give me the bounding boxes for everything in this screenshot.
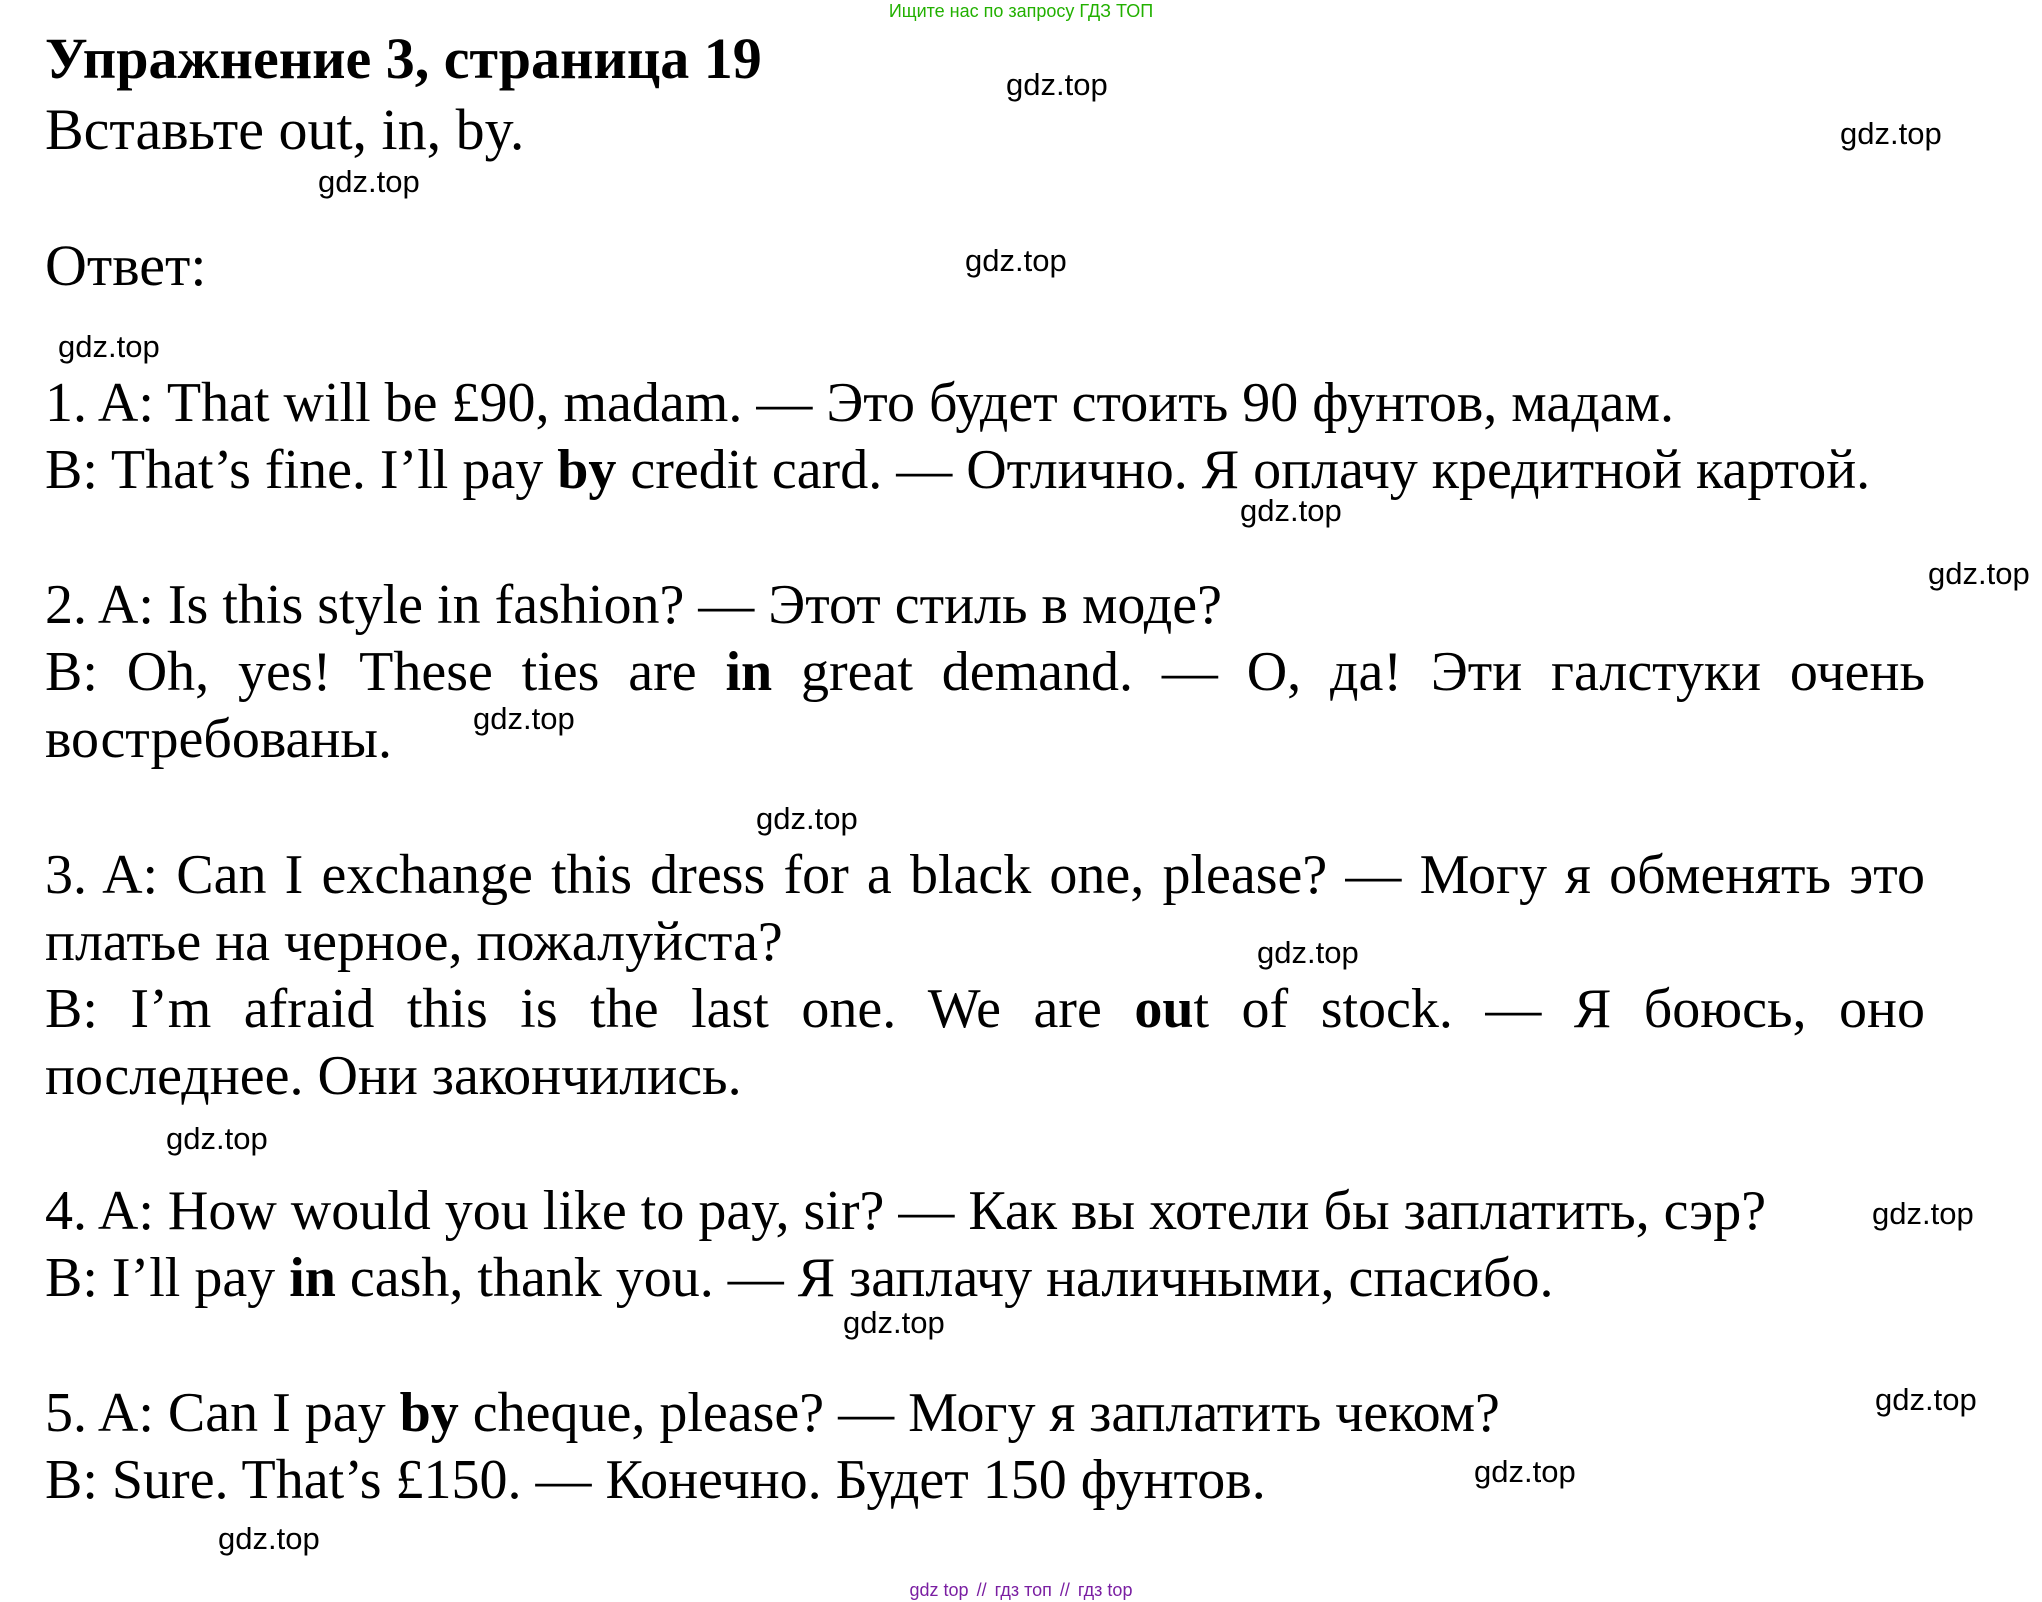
answer-word: in [289,1247,336,1309]
watermark: gdz.top [1872,1196,1974,1231]
answer-word: by [557,439,617,501]
answer-word: ou [1134,978,1194,1040]
watermark: gdz.top [1840,116,1942,151]
item-1-line-a: 1. A: That will be £90, madam. — Это будет стоить 90 фунтов, мадам. [45,372,1674,434]
page-title: Упражнение 3, страница 19 [45,26,762,91]
top-banner: Ищите нас по запросу ГДЗ ТОП [888,1,1154,21]
item-5-line-b: B: Sure. That’s £150. — Конечно. Будет 150 фунтов. [45,1449,1266,1511]
item-4-line-b: B: I’ll pay in cash, thank you. — Я заплачу наличными, спасибо. [45,1247,1554,1309]
watermark: gdz.top [1474,1454,1576,1489]
watermark: gdz.top [318,164,420,199]
watermark: gdz.top [965,243,1067,278]
item-5-line-a: 5. A: Can I pay by cheque, please? — Могу я заплатить чеком? [45,1382,1500,1444]
answer-label: Ответ: [45,233,207,298]
watermark: gdz.top [1257,935,1359,970]
item-2-line-a: 2. A: Is this style in fashion? — Этот стиль в моде? [45,574,1222,636]
item-2-line-b: B: Oh, yes! These ties are in great demand. — О, да! Эти галстуки очень [45,641,1925,703]
item-3-line-a-cont: платье на черное, пожалуйста? [45,911,783,973]
bottom-banner: gdz top // гдз топ // гдз top [909,1580,1133,1600]
watermark: gdz.top [1006,67,1108,102]
item-1-line-b: B: That’s fine. I’ll pay by credit card. — Отлично. Я оплачу кредитной картой. [45,439,1871,501]
watermark: gdz.top [1240,493,1342,528]
answer-word: by [399,1382,459,1444]
answer-word: in [725,641,773,703]
exercise-instruction: Вставьте out, in, by. [45,97,525,162]
watermark: gdz.top [166,1121,268,1156]
watermark: gdz.top [58,329,160,364]
item-4-line-a: 4. A: How would you like to pay, sir? — Как вы хотели бы заплатить, сэр? [45,1180,1767,1242]
item-2-line-b-cont: востребованы. [45,708,392,770]
watermark: gdz.top [1875,1382,1977,1417]
watermark: gdz.top [756,801,858,836]
item-3-line-a: 3. A: Can I exchange this dress for a black one, please? — Могу я обменять это [45,844,1925,906]
watermark: gdz.top [473,701,575,736]
watermark: gdz.top [1928,556,2030,591]
item-3-line-b-cont: последнее. Они закончились. [45,1045,742,1107]
watermark: gdz.top [843,1305,945,1340]
watermark: gdz.top [218,1521,320,1556]
item-3-line-b: B: I’m afraid this is the last one. We are out of stock. — Я боюсь, оно [45,978,1925,1040]
